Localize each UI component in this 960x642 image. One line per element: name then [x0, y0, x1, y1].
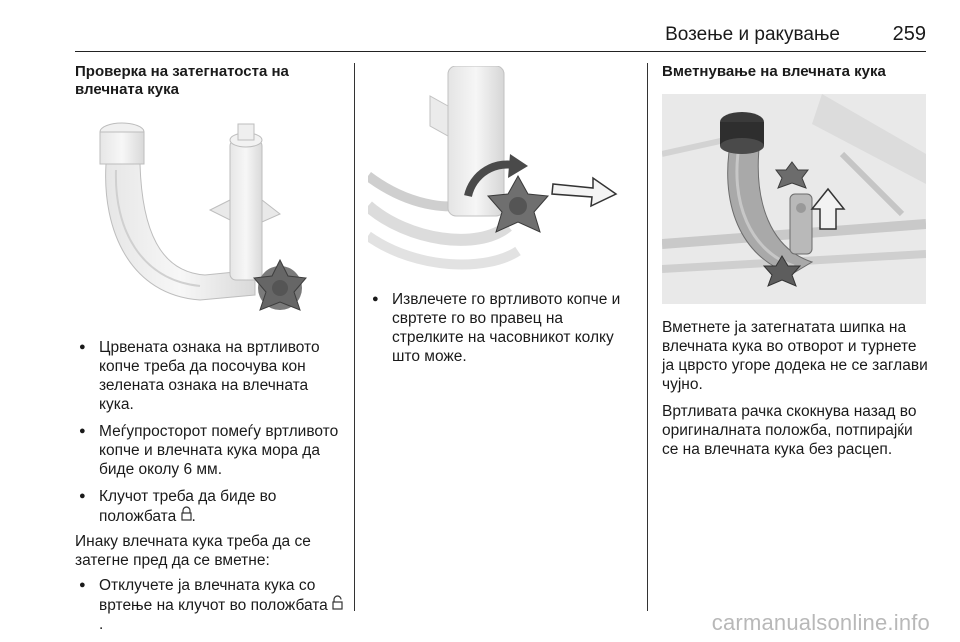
towbar-insertion-illustration: [662, 94, 926, 304]
knob-pull-illustration: [368, 66, 632, 278]
column-middle-text: [368, 290, 632, 366]
column-left: [75, 63, 345, 99]
lock-open-icon: [332, 595, 343, 615]
column-divider: [647, 63, 648, 611]
bullet-pull-knob: ● Извлечете го вртливото копче и свртете го во правец на стрелките на часовникот колку што може.: [368, 290, 632, 366]
bullet-key-position-text: Клучот треба да биде во положбата: [99, 488, 277, 525]
bullet-gap: ● Меѓупросторот помеѓу вртливото копче и влечната кука мора да биде околу 6 мм.: [75, 422, 345, 479]
lock-closed-icon: [181, 506, 192, 526]
watermark: carmanualsonline.info: [711, 610, 930, 635]
insertion-paragraph-2: Вртливата рачка скокнува назад во оригиналната положба, потпирајќи се на влечната кука без расцеп.: [662, 403, 917, 458]
column-left-text: [75, 338, 345, 634]
instruction-paragraph: Инаку влечната кука треба да се затегне пред да се вметне:: [75, 533, 311, 569]
towbar-tension-illustration: [80, 110, 340, 325]
heading-tension-check: Проверка на затегнатоста на влечната кука: [75, 63, 289, 98]
bullet-key-position: ● Клучот треба да биде во положбата .: [75, 487, 345, 526]
page-header: [75, 22, 926, 52]
bullet-unlock-text: Отклучете ја влечната кука со вртење на клучот во положбата: [99, 577, 328, 614]
bullet-unlock: ● Отклучете ја влечната кука со вртење на клучот во положбата .: [75, 576, 345, 634]
heading-insertion: Вметнување на влечната кука: [662, 63, 886, 80]
column-divider: [354, 63, 355, 611]
section-title: Возење и ракување: [665, 24, 840, 45]
column-right: [662, 63, 928, 81]
bullet-red-mark: ● Црвената ознака на вртливото копче треба да посочува кон зелената ознака на влечната кука.: [75, 338, 345, 414]
column-right-text: [662, 318, 928, 459]
page-number: 259: [892, 23, 926, 45]
insertion-paragraph-1: Вметнете ја затегнатата шипка на влечната кука во отворот и турнете ја цврсто угоре додека не се заглави чујно.: [662, 319, 928, 393]
